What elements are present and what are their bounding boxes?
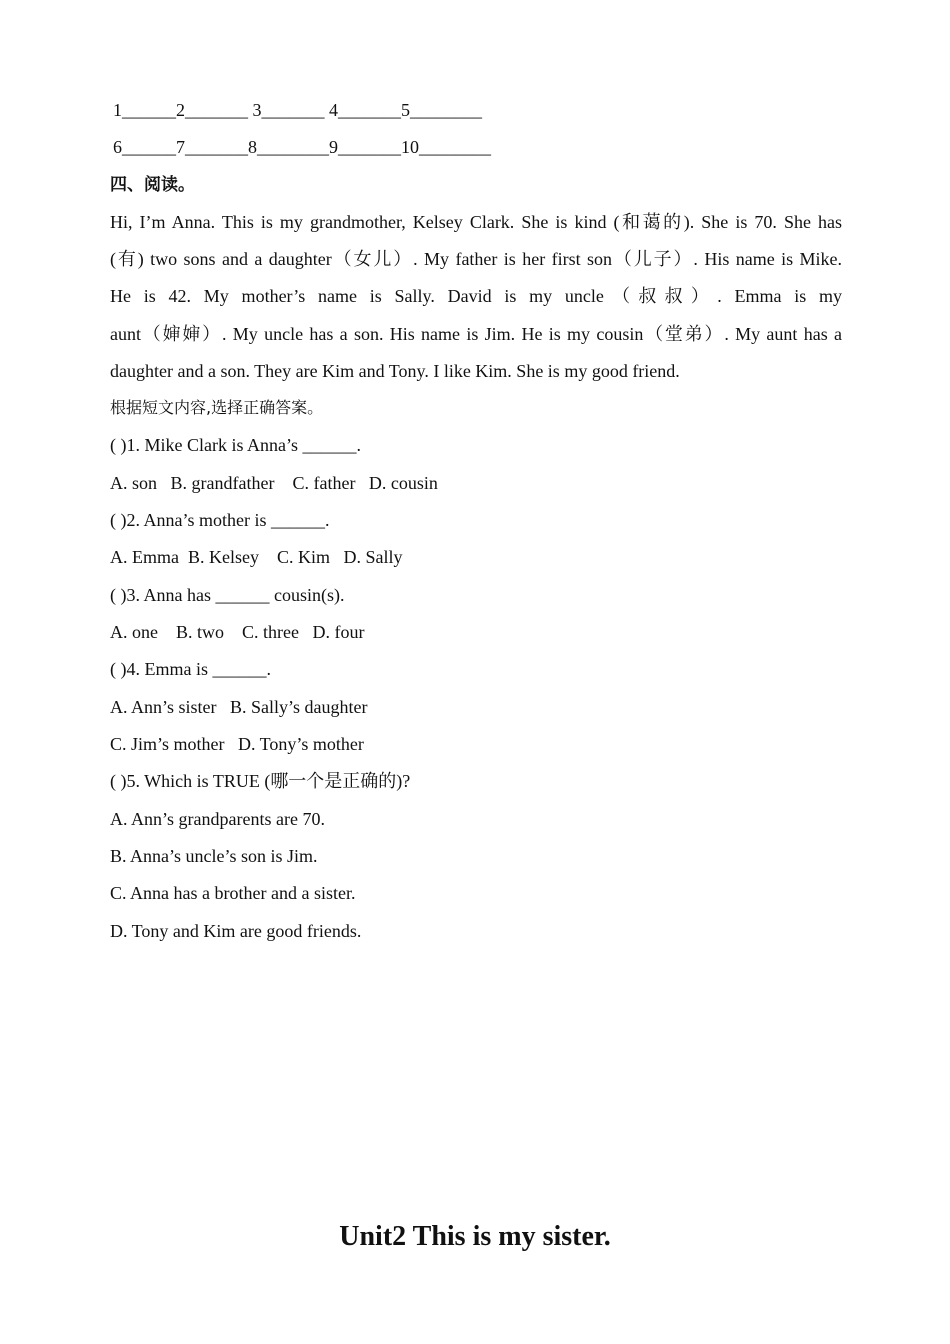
passage-line: He is 42. My mother’s name is Sally. David is my uncle（叔叔）. Emma is my xyxy=(110,286,842,306)
question-stem: ( )1. Mike Clark is Anna’s ______. xyxy=(110,435,361,455)
passage-line: aunt（婶婶）. My uncle has a son. His name is Jim. He is my cousin（堂弟）. My aunt has a xyxy=(110,324,842,344)
unit-title: Unit2 This is my sister. xyxy=(339,1221,611,1252)
question-stem: ( )4. Emma is ______. xyxy=(110,659,271,679)
question-options: A. son B. grandfather C. father D. cousin xyxy=(110,473,438,493)
passage-line: daughter and a son. They are Kim and Tony. I like Kim. She is my good friend. xyxy=(110,361,680,381)
question-options: A. one B. two C. three D. four xyxy=(110,622,365,642)
question-options: D. Tony and Kim are good friends. xyxy=(110,921,362,941)
passage-line: (有) two sons and a daughter（女儿）. My father is her first son（儿子）. His name is Mike. xyxy=(110,249,842,269)
question-options: C. Jim’s mother D. Tony’s mother xyxy=(110,734,364,754)
question-options: B. Anna’s uncle’s son is Jim. xyxy=(110,846,318,866)
answer-blanks-row-1: 1______2_______ 3_______ 4_______5________ xyxy=(113,100,482,120)
question-options: A. Ann’s grandparents are 70. xyxy=(110,809,325,829)
question-stem: ( )2. Anna’s mother is ______. xyxy=(110,510,330,530)
question-stem: ( )3. Anna has ______ cousin(s). xyxy=(110,585,345,605)
question-stem: ( )5. Which is TRUE (哪一个是正确的)? xyxy=(110,771,411,791)
section-heading: 四、阅读。 xyxy=(110,175,195,195)
question-options: A. Emma B. Kelsey C. Kim D. Sally xyxy=(110,547,403,567)
question-options: A. Ann’s sister B. Sally’s daughter xyxy=(110,697,368,717)
passage-line: Hi, I’m Anna. This is my grandmother, Kelsey Clark. She is kind (和蔼的). She is 70. She has xyxy=(110,212,842,232)
instruction: 根据短文内容,选择正确答案。 xyxy=(110,398,324,417)
answer-blanks-row-2: 6______7_______8________9_______10________ xyxy=(113,137,491,157)
question-options: C. Anna has a brother and a sister. xyxy=(110,883,356,903)
